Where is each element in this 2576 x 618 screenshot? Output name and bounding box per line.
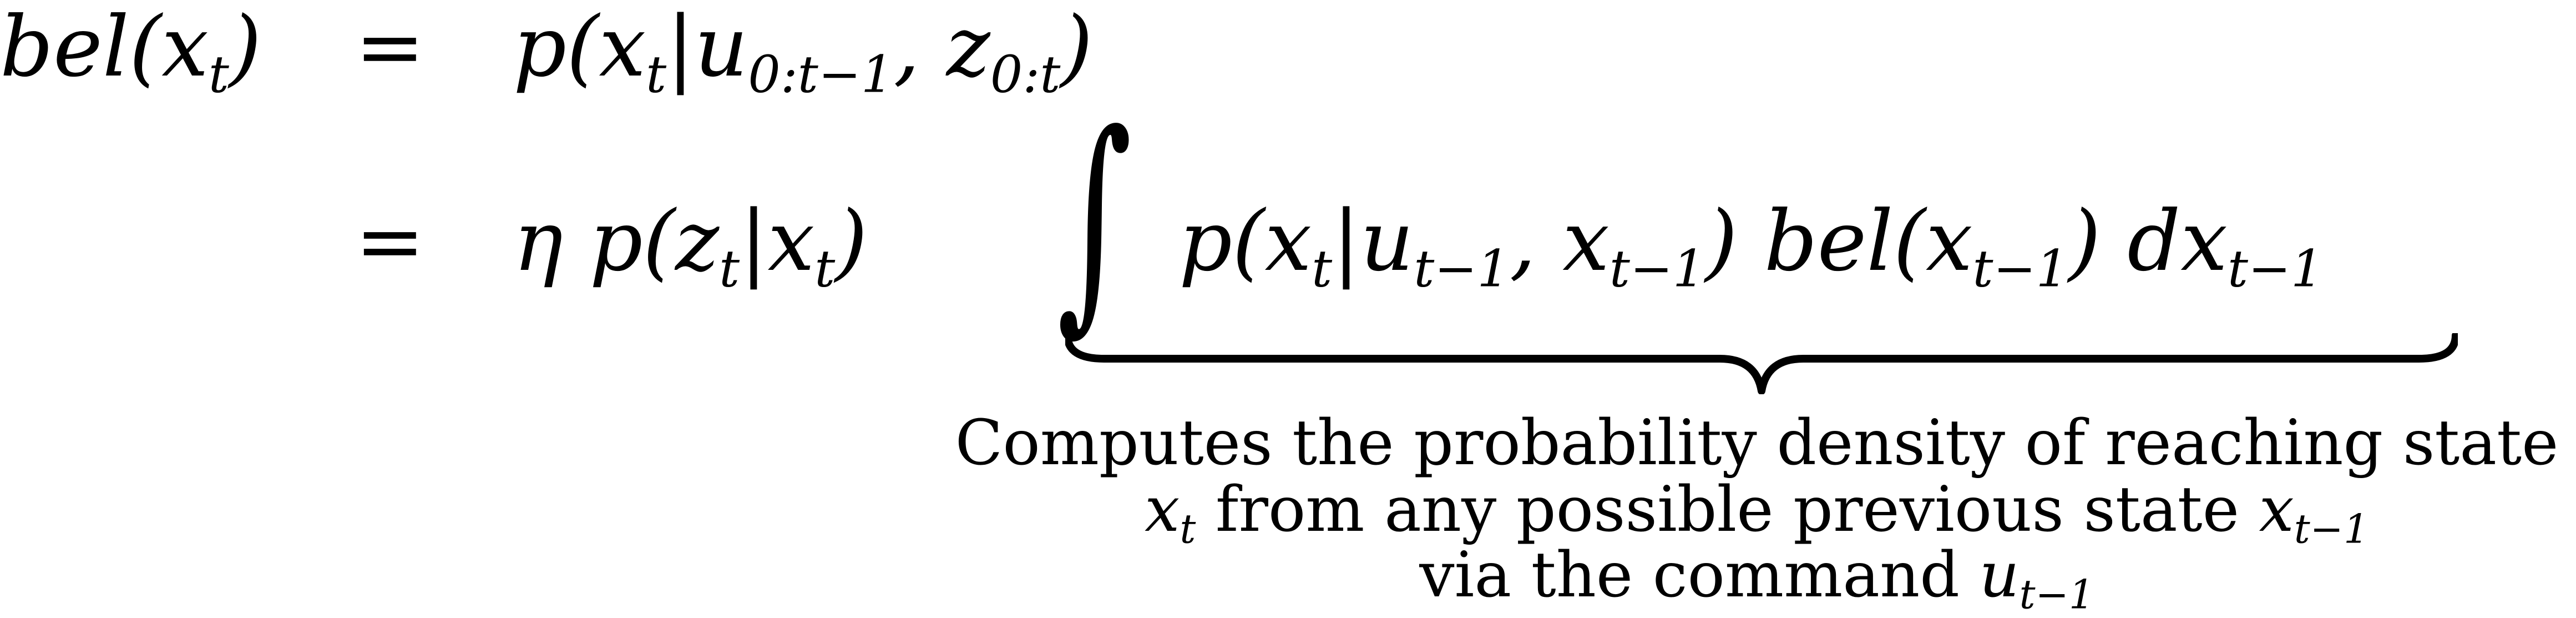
lhs-close: ) [229,0,262,96]
rhs-p: p(x [513,0,646,96]
annotation-line-2-text: from any possible previous state [1196,474,2259,546]
row2-eta-term [513,193,868,299]
annotation-var-x: x [1145,474,1180,546]
eta-p: η p(z [513,193,720,290]
row1-lhs [0,0,262,104]
rhs-close: ) [1060,0,1093,96]
rhs-sub-x: t [646,44,667,104]
lhs-sub: t [208,44,229,104]
row1-equals: = [355,0,425,96]
row1-rhs [513,0,1093,104]
annotation-line-3-text: via the command [1419,539,1980,611]
annotation-var-x2: x [2259,474,2294,546]
rhs-sub-u: 0:t−1 [748,44,894,104]
rhs-z: , z [893,0,990,96]
eta-sub-z: t [719,239,740,299]
integrand-sub-bel: t−1 [1972,239,2069,299]
integrand-u: |u [1332,193,1414,290]
eta-close: ) [835,193,868,290]
lhs-bel: bel(x [0,0,209,96]
annotation-var-u-sub: t−1 [2019,571,2094,618]
row2-equals: = [355,193,425,290]
integrand-x: , x [1509,193,1610,290]
integrand [1179,193,2324,299]
integral-sign: ∫ [1057,83,1132,355]
integrand-sub-x: t [1312,239,1333,299]
annotation-var-x-sub: t [1180,505,1196,552]
annotation-line-3 [938,539,2576,618]
annotation-var-u: u [1979,539,2020,611]
annotation-var-x2-sub: t−1 [2294,505,2369,552]
eta-sub-x: t [814,239,836,299]
integrand-p: p(x [1179,193,1312,290]
eta-x: |x [740,193,815,290]
integrand-sub-dx: t−1 [2227,239,2324,299]
annotation-line-2 [938,474,2576,552]
underbrace-icon [1065,333,2458,394]
integrand-sub-x2: t−1 [1609,239,1705,299]
annotation-line-1: Computes the probability density of reaching state [955,407,2559,479]
integrand-bel: ) bel(x [1705,193,1973,290]
integrand-sub-u: t−1 [1414,239,1510,299]
rhs-sub-z: 0:t [990,44,1061,104]
integrand-dx: ) dx [2068,193,2228,290]
rhs-u: |u [666,0,748,96]
